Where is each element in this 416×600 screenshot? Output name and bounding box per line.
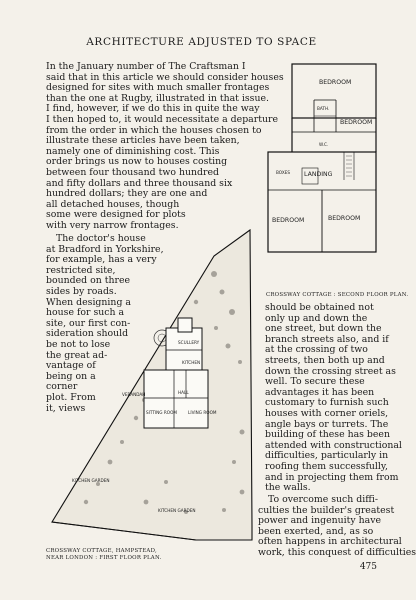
text-line: been exerted, and, as so xyxy=(258,525,374,537)
first-floor-site-plan xyxy=(46,219,258,547)
caption-second-floor-plan: CROSSWAY COTTAGE : SECOND FLOOR PLAN. xyxy=(266,292,409,298)
paragraph-3 xyxy=(258,494,416,559)
text-line: often happens in architectural xyxy=(258,536,402,548)
text-line: site, our first con- xyxy=(46,317,131,329)
text-line: one street, but down the xyxy=(265,323,382,335)
caption-line: NEAR LONDON : FIRST FLOOR PLAN. xyxy=(46,555,162,562)
text-line: at the crossing of two xyxy=(265,344,368,356)
label-kitchen-garden-bottom: KITCHEN GARDEN xyxy=(158,508,196,513)
text-line: To overcome such diffi- xyxy=(268,494,379,505)
text-line: culties the builder's greatest xyxy=(258,504,395,516)
text-line: it, views xyxy=(46,402,86,414)
text-line: down the crossing street as xyxy=(265,365,396,377)
text-line: namely one of diminishing cost. This xyxy=(46,145,220,157)
text-line: and fifty dollars and three thousand six xyxy=(46,177,233,189)
text-line: I then hoped to, it would necessitate a departure xyxy=(46,113,278,125)
text-line: attended with constructional xyxy=(265,439,402,451)
label-kitchen-garden-left: KITCHEN GARDEN xyxy=(72,478,110,483)
label-bedroom-bottom-left: BEDROOM xyxy=(272,217,305,224)
label-scullery: SCULLERY xyxy=(178,340,200,345)
text-line: bounded on three xyxy=(46,275,131,287)
text-line: In the January number of The Craftsman I xyxy=(46,61,246,72)
text-line: restricted site, xyxy=(46,264,116,276)
text-line: some were designed for plots xyxy=(46,209,186,221)
text-line: only up and down the xyxy=(265,312,368,324)
text-line: designed for sites with much smaller frontages xyxy=(46,82,270,94)
text-line: I find, however, if we do this in quite the way xyxy=(46,103,260,115)
text-line: When designing a xyxy=(46,296,131,308)
text-line: angle bays or turrets. The xyxy=(265,418,389,430)
text-line: for example, has a very xyxy=(46,254,157,266)
text-line: difficulties, particularly in xyxy=(265,450,389,462)
text-line: illustrate these articles have been taken, xyxy=(46,135,240,147)
text-line: house for such a xyxy=(46,307,125,319)
label-bath: BATH. xyxy=(317,106,330,111)
text-line: the walls. xyxy=(265,482,311,494)
label-bedroom-right: BEDROOM xyxy=(340,119,373,126)
running-head-text: ARCHITECTURE ADJUSTED TO SPACE xyxy=(86,36,317,48)
paragraph-2-right xyxy=(265,302,402,494)
text-line: branch streets also, and if xyxy=(265,333,389,345)
text-line: order brings us now to houses costing xyxy=(46,156,228,168)
text-line: should be obtained not xyxy=(265,302,374,313)
text-line: with very narrow frontages. xyxy=(46,219,179,231)
text-line: sides by roads. xyxy=(46,285,117,297)
text-line: work, this conquest of difficulties xyxy=(258,546,416,558)
second-floor-plan xyxy=(264,60,380,268)
text-line: customary to furnish such xyxy=(265,397,389,409)
label-bedroom-top: BEDROOM xyxy=(319,79,352,86)
text-line: The doctor's house xyxy=(56,233,146,244)
label-landing: LANDING xyxy=(304,171,333,178)
text-line: vantage of xyxy=(46,360,96,372)
text-line: being on a xyxy=(46,370,96,382)
page-number: 475 xyxy=(359,562,377,572)
text-line: than the one at Rugby, illustrated in that issue. xyxy=(46,92,269,104)
label-boxes: BOXES xyxy=(276,170,290,175)
text-line: said that in this article we should consider houses xyxy=(46,71,284,83)
caption-first-floor-plan xyxy=(46,548,162,563)
text-line: hundred dollars; they are one and xyxy=(46,188,208,200)
text-line: at Bradford in Yorkshire, xyxy=(46,243,164,255)
text-line: streets, then both up and xyxy=(265,354,385,366)
text-line: sideration should xyxy=(46,328,129,340)
text-line: and in projecting them from xyxy=(265,471,399,483)
text-line: between four thousand two hundred xyxy=(46,166,219,178)
text-line: plot. From xyxy=(46,391,96,403)
label-hall: HALL xyxy=(178,390,189,395)
text-line: well. To secure these xyxy=(265,376,365,388)
text-line: the great ad- xyxy=(46,349,108,361)
paragraph-1 xyxy=(46,62,296,232)
label-sitting-room: SITTING ROOM xyxy=(146,410,177,415)
text-line: advantages it has been xyxy=(265,386,375,398)
caption-line: CROSSWAY COTTAGE, HAMPSTEAD, xyxy=(46,548,157,554)
text-line: corner xyxy=(46,381,78,393)
text-line: from the order in which the houses chosen to xyxy=(46,124,262,136)
label-wc: W.C. xyxy=(319,142,329,147)
text-line: power and ingenuity have xyxy=(258,515,382,527)
label-living-room: LIVING ROOM xyxy=(188,410,217,415)
label-kitchen: KITCHEN xyxy=(182,360,201,365)
text-line: houses with corner oriels, xyxy=(265,407,389,419)
label-verandah: VERANDAH xyxy=(122,392,146,397)
text-line: building of these has been xyxy=(265,429,390,441)
label-bedroom-bottom-right: BEDROOM xyxy=(328,215,361,222)
running-head xyxy=(0,36,403,48)
text-line: be not to lose xyxy=(46,338,111,350)
text-line: all detached houses, though xyxy=(46,198,180,210)
text-line: roofing them successfully, xyxy=(265,460,388,472)
